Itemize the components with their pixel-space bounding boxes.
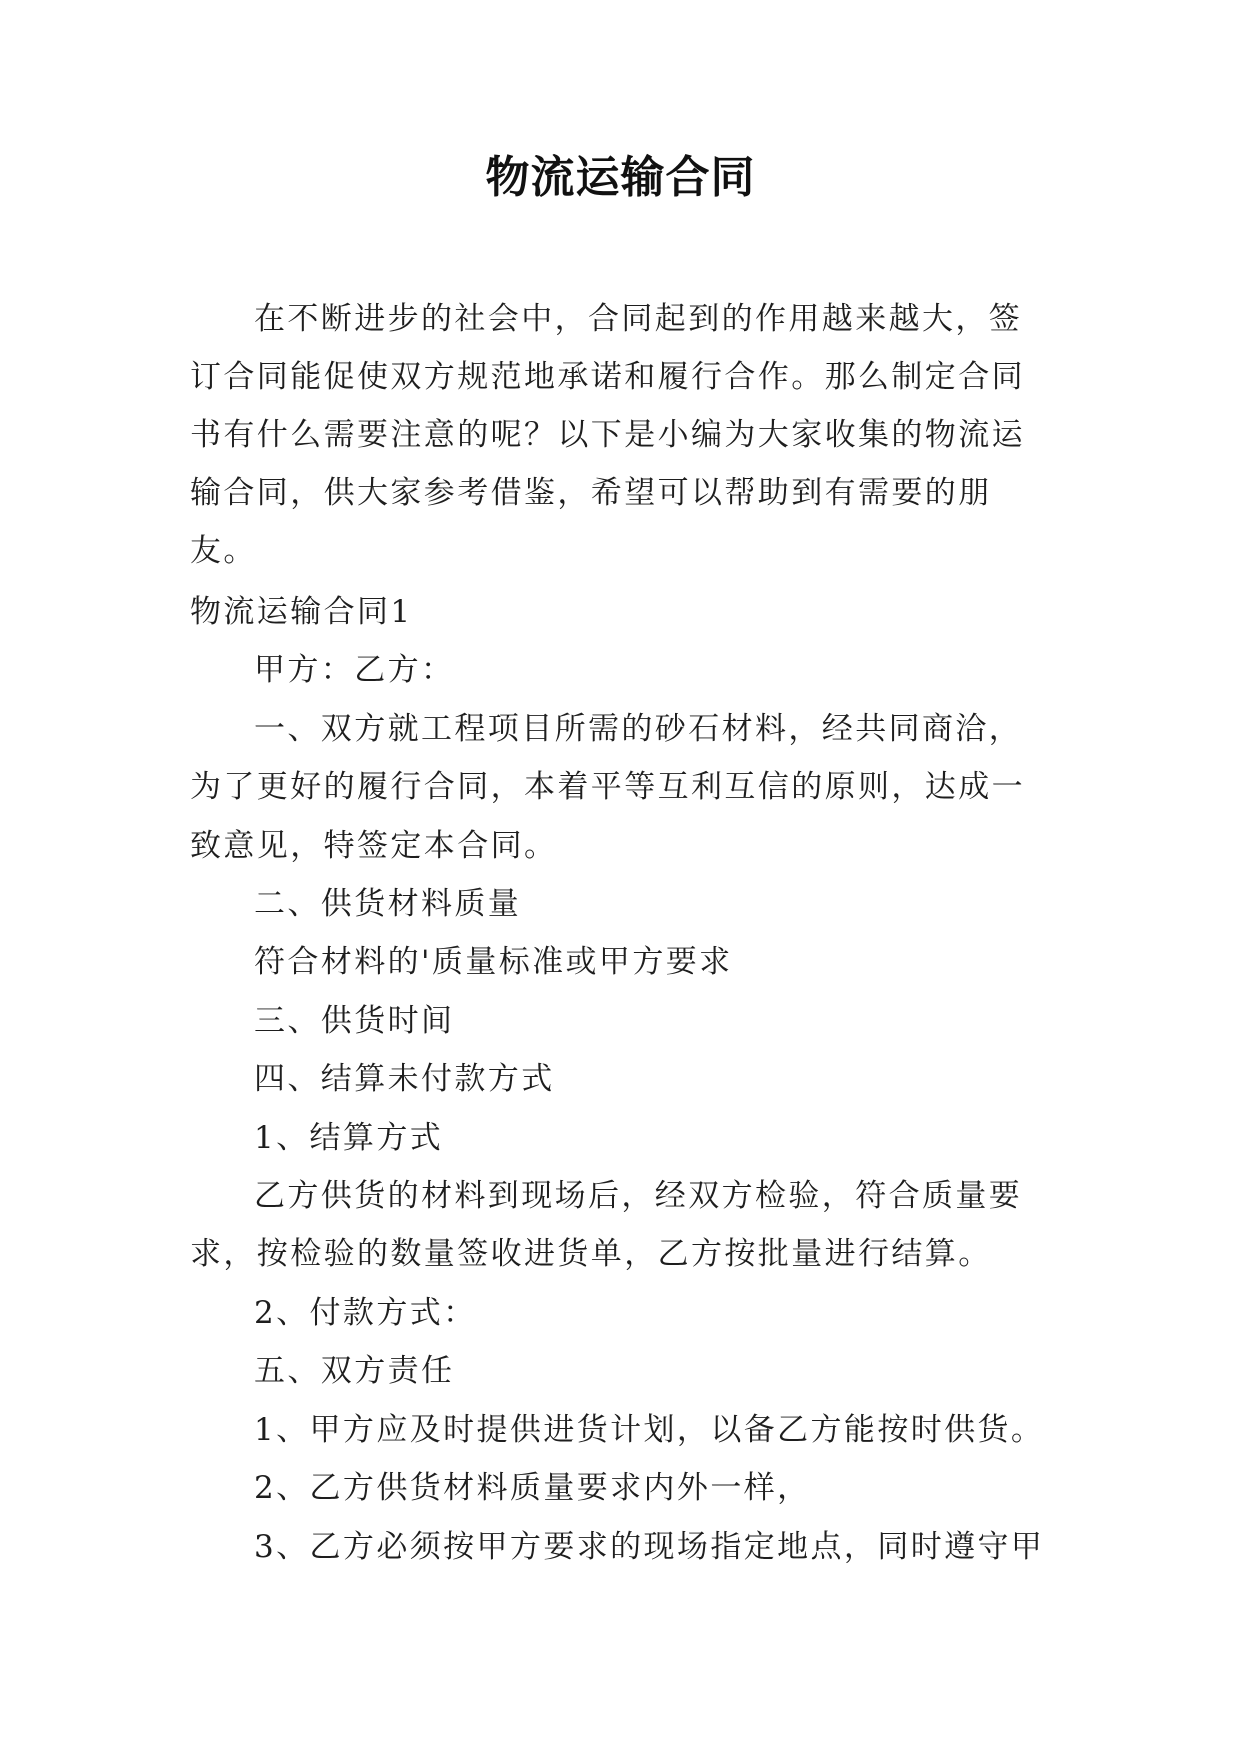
clause-heading: 四、结算未付款方式 bbox=[254, 1061, 555, 1098]
clause-paragraph: 1、甲方应及时提供进货计划，以备乙方能按时供货。 bbox=[254, 1411, 1045, 1448]
contract-section bbox=[190, 583, 1052, 1576]
clause-paragraph: 3、乙方必须按甲方要求的现场指定地点，同时遵守甲 bbox=[254, 1528, 1045, 1565]
party-line: 甲方：乙方： bbox=[254, 652, 455, 689]
section-heading: 物流运输合同1 bbox=[190, 594, 413, 630]
clause-paragraph: 2、乙方供货材料质量要求内外一样， bbox=[254, 1470, 811, 1507]
clause-paragraph: 乙方供货的材料到现场后，经双方检验，符合质量要求，按检验的数量签收进货单，乙方按批量进行结算。 bbox=[190, 1178, 1023, 1273]
document-title: 物流运输合同 bbox=[485, 152, 756, 203]
intro-paragraph: 在不断进步的社会中，合同起到的作用越来越大，签订合同能促使双方规范地承诺和履行合作。那么制定合同书有什么需要注意的呢？以下是小编为大家收集的物流运输合同，供大家参考借鉴，希望可以帮助到有需要的朋友。 bbox=[190, 301, 1025, 569]
clause-heading: 五、双方责任 bbox=[254, 1353, 455, 1390]
sub-clause-heading: 1、结算方式 bbox=[254, 1119, 444, 1156]
clause-heading: 三、供货时间 bbox=[254, 1002, 455, 1039]
clause-heading: 二、供货材料质量 bbox=[254, 886, 522, 923]
clause-paragraph: 一、双方就工程项目所需的砂石材料，经共同商洽，为了更好的履行合同，本着平等互利互信的原则，达成一致意见，特签定本合同。 bbox=[190, 710, 1025, 864]
clause-paragraph: 符合材料的'质量标准或甲方要求 bbox=[254, 944, 733, 981]
sub-clause-heading: 2、付款方式： bbox=[254, 1294, 477, 1331]
